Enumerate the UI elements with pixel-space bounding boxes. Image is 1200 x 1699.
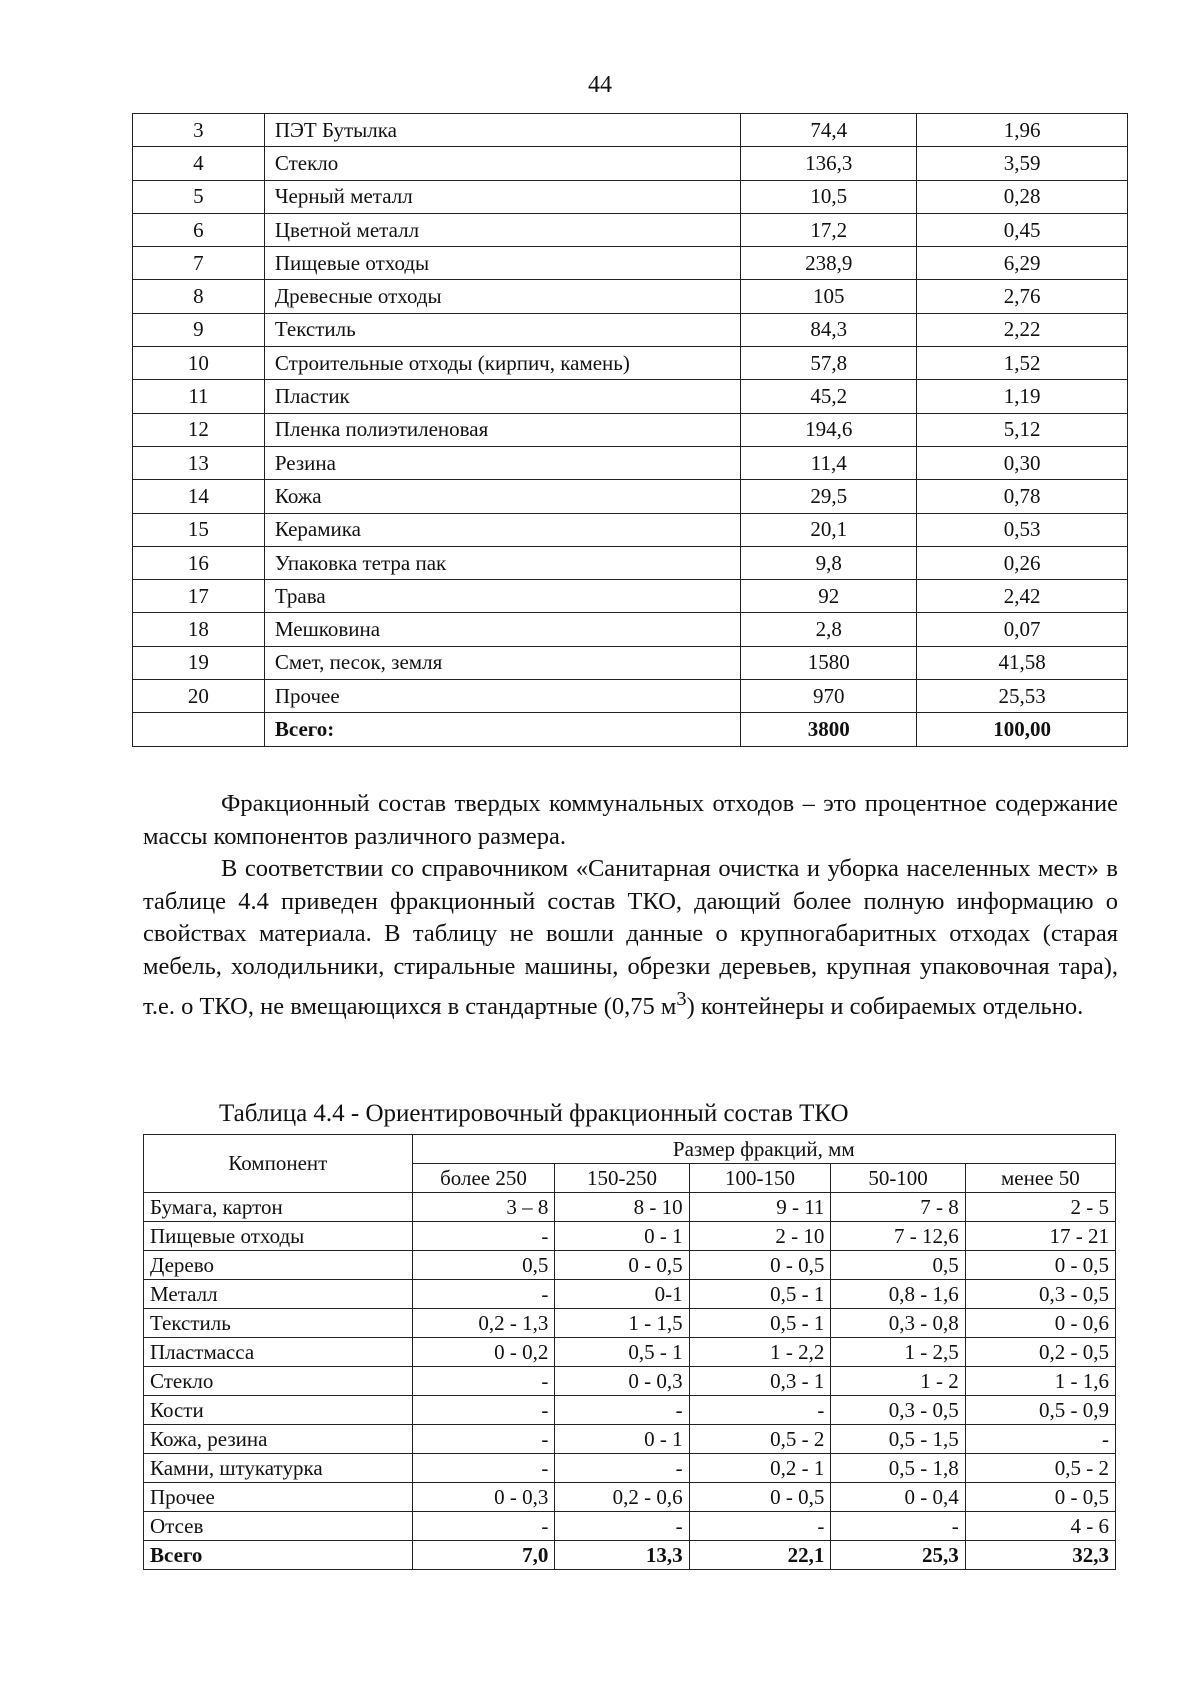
table-row [144,1193,1116,1222]
fraction-value: - [412,1280,555,1309]
fraction-value: 0,5 - 2 [689,1425,831,1454]
fraction-value: - [412,1425,555,1454]
row-number: 5 [133,180,265,213]
waste-composition-table-body [133,114,1128,747]
table-total-row [133,713,1128,746]
fraction-value: 17 - 21 [965,1222,1115,1251]
fraction-value: 0,5 - 1,8 [831,1454,965,1483]
row-number: 11 [133,380,265,413]
fraction-value: - [412,1396,555,1425]
paragraph-2-text-b: ) контейнеры и собираемых отдельно. [686,993,1084,1021]
fraction-value: 0,2 - 1 [689,1454,831,1483]
fraction-value: 0 - 0,2 [412,1338,555,1367]
fraction-value: 0,5 [831,1251,965,1280]
total-value: 32,3 [965,1541,1115,1570]
waste-percent: 0,26 [917,546,1128,579]
waste-name: Мешковина [264,613,741,646]
waste-name: Строительные отходы (кирпич, камень) [264,347,741,380]
total-percent: 100,00 [917,713,1128,746]
component-name: Стекло [144,1367,413,1396]
fraction-value: - [412,1367,555,1396]
waste-mass: 1580 [741,646,917,679]
component-name: Кости [144,1396,413,1425]
waste-percent: 2,42 [917,580,1128,613]
fraction-value: 0 - 0,3 [555,1367,689,1396]
row-number: 19 [133,646,265,679]
fraction-value: 0,3 - 0,5 [965,1280,1115,1309]
waste-percent: 1,96 [917,114,1128,147]
total-value: 13,3 [555,1541,689,1570]
paragraph-fraction-definition [143,788,1118,853]
fraction-value: - [412,1454,555,1483]
row-number: 7 [133,247,265,280]
fraction-value: 0,3 - 0,8 [831,1309,965,1338]
fraction-value: 0,8 - 1,6 [831,1280,965,1309]
waste-mass: 57,8 [741,347,917,380]
table-row [133,646,1128,679]
row-number: 9 [133,313,265,346]
waste-percent: 1,19 [917,380,1128,413]
total-number [133,713,265,746]
fraction-value: 0 - 0,4 [831,1483,965,1512]
waste-mass: 11,4 [741,446,917,479]
header-size-column: 50-100 [831,1164,965,1193]
fraction-value: 0,5 - 2 [965,1454,1115,1483]
row-number: 16 [133,546,265,579]
fraction-value: - [555,1454,689,1483]
fraction-value: 1 - 1,6 [965,1367,1115,1396]
fraction-value: 0 - 1 [555,1222,689,1251]
waste-name: ПЭТ Бутылка [264,114,741,147]
table-row [144,1251,1116,1280]
waste-mass: 29,5 [741,480,917,513]
waste-name: Пластик [264,380,741,413]
table-row [133,247,1128,280]
waste-mass: 238,9 [741,247,917,280]
row-number: 18 [133,613,265,646]
paragraph-reference [143,853,1118,1024]
table-row [133,580,1128,613]
waste-name: Прочее [264,680,741,713]
waste-percent: 0,28 [917,180,1128,213]
header-fraction-size: Размер фракций, мм [412,1135,1115,1164]
fraction-value: 0 - 0,5 [689,1483,831,1512]
table-row [144,1396,1116,1425]
table-row [133,446,1128,479]
row-number: 8 [133,280,265,313]
table-row [133,114,1128,147]
header-size-column: более 250 [412,1164,555,1193]
waste-percent: 25,53 [917,680,1128,713]
fraction-value: 0 - 0,3 [412,1483,555,1512]
fraction-value: 0-1 [555,1280,689,1309]
fraction-value: 0,5 - 1 [555,1338,689,1367]
fraction-value: 1 - 2,2 [689,1338,831,1367]
table-row [133,213,1128,246]
component-name: Прочее [144,1483,413,1512]
waste-percent: 5,12 [917,413,1128,446]
waste-name: Текстиль [264,313,741,346]
fraction-value: - [689,1512,831,1541]
table-row [144,1222,1116,1251]
waste-mass: 9,8 [741,546,917,579]
component-name: Пластмасса [144,1338,413,1367]
total-value: 25,3 [831,1541,965,1570]
row-number: 14 [133,480,265,513]
table-row [133,480,1128,513]
fraction-value: 0,2 - 0,6 [555,1483,689,1512]
fraction-value: 0,5 [412,1251,555,1280]
table-row [133,613,1128,646]
waste-percent: 0,30 [917,446,1128,479]
row-number: 20 [133,680,265,713]
waste-percent: 0,45 [917,213,1128,246]
table-row [133,546,1128,579]
component-name: Текстиль [144,1309,413,1338]
table-row [133,513,1128,546]
total-value: 7,0 [412,1541,555,1570]
waste-name: Пленка полиэтиленовая [264,413,741,446]
fraction-value: 0,5 - 1,5 [831,1425,965,1454]
waste-name: Упаковка тетра пак [264,546,741,579]
paragraph-2-superscript: 3 [676,988,687,1010]
fraction-value: 0 - 0,6 [965,1309,1115,1338]
row-number: 6 [133,213,265,246]
table-row [144,1309,1116,1338]
waste-percent: 2,76 [917,280,1128,313]
component-name: Бумага, картон [144,1193,413,1222]
table-row [133,380,1128,413]
waste-name: Смет, песок, земля [264,646,741,679]
waste-percent: 2,22 [917,313,1128,346]
waste-mass: 970 [741,680,917,713]
paragraph-2 [143,853,1118,1024]
paragraph-1: Фракционный состав твердых коммунальных отходов – это процентное содержание массы компонентов различного размера. [143,790,1118,850]
table-row [144,1483,1116,1512]
table-row [144,1367,1116,1396]
fraction-value: - [555,1396,689,1425]
component-name: Пищевые отходы [144,1222,413,1251]
table-row [133,147,1128,180]
fraction-value: - [555,1512,689,1541]
fraction-value: 1 - 1,5 [555,1309,689,1338]
waste-mass: 17,2 [741,213,917,246]
table-row [144,1338,1116,1367]
fraction-composition-table-body [144,1193,1116,1570]
total-label: Всего: [264,713,741,746]
fraction-value: 0,5 - 1 [689,1280,831,1309]
fraction-value: 0 - 0,5 [965,1251,1115,1280]
fraction-value: 7 - 8 [831,1193,965,1222]
waste-mass: 136,3 [741,147,917,180]
waste-mass: 10,5 [741,180,917,213]
row-number: 13 [133,446,265,479]
waste-mass: 84,3 [741,313,917,346]
total-label: Всего [144,1541,413,1570]
fraction-value: 4 - 6 [965,1512,1115,1541]
waste-percent: 6,29 [917,247,1128,280]
fraction-value: - [689,1396,831,1425]
waste-mass: 194,6 [741,413,917,446]
row-number: 17 [133,580,265,613]
fraction-value: - [831,1512,965,1541]
fraction-value: 0 - 0,5 [965,1483,1115,1512]
fraction-value: 2 - 5 [965,1193,1115,1222]
table-row [144,1454,1116,1483]
fraction-value: 8 - 10 [555,1193,689,1222]
header-size-column: менее 50 [965,1164,1115,1193]
fraction-value: 1 - 2 [831,1367,965,1396]
table-row [144,1425,1116,1454]
waste-composition-table [132,113,1128,747]
table-row [133,280,1128,313]
waste-name: Трава [264,580,741,613]
fraction-value: - [412,1512,555,1541]
waste-mass: 105 [741,280,917,313]
table-header-row [144,1135,1116,1164]
waste-percent: 41,58 [917,646,1128,679]
waste-name: Стекло [264,147,741,180]
table-row [144,1512,1116,1541]
table-row [133,347,1128,380]
fraction-value: - [965,1425,1115,1454]
fraction-value: 0 - 0,5 [689,1251,831,1280]
waste-name: Древесные отходы [264,280,741,313]
waste-name: Цветной металл [264,213,741,246]
fraction-value: 0,2 - 1,3 [412,1309,555,1338]
fraction-value: 0,3 - 0,5 [831,1396,965,1425]
waste-name: Резина [264,446,741,479]
table-row [144,1280,1116,1309]
table-row [133,313,1128,346]
row-number: 4 [133,147,265,180]
component-name: Дерево [144,1251,413,1280]
waste-percent: 0,78 [917,480,1128,513]
row-number: 12 [133,413,265,446]
waste-percent: 0,07 [917,613,1128,646]
row-number: 15 [133,513,265,546]
row-number: 3 [133,114,265,147]
component-name: Металл [144,1280,413,1309]
table-row [133,680,1128,713]
table-row [133,413,1128,446]
paragraph-2-text-a: В соответствии со справочником «Санитарная очистка и уборка населенных мест» в таблице 4.4 приведен фракционный состав ТКО, дающий более полную информацию о свойствах материала. В таблицу не вошли данные о крупногабаритных отходах (старая мебель, холодильники, стиральные машины, обрезки деревьев, крупная упаковочная тара), т.е. о ТКО, не вмещающихся в стандартные (0,75 м [143,855,1118,1021]
fraction-value: - [412,1222,555,1251]
total-value: 22,1 [689,1541,831,1570]
waste-mass: 74,4 [741,114,917,147]
fraction-value: 1 - 2,5 [831,1338,965,1367]
waste-mass: 2,8 [741,613,917,646]
fraction-value: 0,2 - 0,5 [965,1338,1115,1367]
table-row [133,180,1128,213]
waste-mass: 20,1 [741,513,917,546]
page-number: 44 [588,72,612,98]
fraction-value: 0,5 - 0,9 [965,1396,1115,1425]
table-total-row [144,1541,1116,1570]
fraction-value: 3 – 8 [412,1193,555,1222]
row-number: 10 [133,347,265,380]
component-name: Кожа, резина [144,1425,413,1454]
total-mass: 3800 [741,713,917,746]
fraction-value: 9 - 11 [689,1193,831,1222]
waste-mass: 92 [741,580,917,613]
fraction-value: 0 - 0,5 [555,1251,689,1280]
fraction-composition-table [143,1134,1116,1570]
waste-percent: 3,59 [917,147,1128,180]
component-name: Камни, штукатурка [144,1454,413,1483]
fraction-value: 7 - 12,6 [831,1222,965,1251]
fraction-value: 2 - 10 [689,1222,831,1251]
fraction-value: 0 - 1 [555,1425,689,1454]
waste-name: Керамика [264,513,741,546]
component-name: Отсев [144,1512,413,1541]
header-size-column: 150-250 [555,1164,689,1193]
fraction-value: 0,5 - 1 [689,1309,831,1338]
fraction-value: 0,3 - 1 [689,1367,831,1396]
waste-percent: 0,53 [917,513,1128,546]
waste-name: Черный металл [264,180,741,213]
waste-name: Кожа [264,480,741,513]
waste-name: Пищевые отходы [264,247,741,280]
waste-mass: 45,2 [741,380,917,413]
header-component: Компонент [144,1135,413,1193]
header-size-column: 100-150 [689,1164,831,1193]
table-4-4-caption: Таблица 4.4 - Ориентировочный фракционный состав ТКО [219,1100,849,1127]
waste-percent: 1,52 [917,347,1128,380]
